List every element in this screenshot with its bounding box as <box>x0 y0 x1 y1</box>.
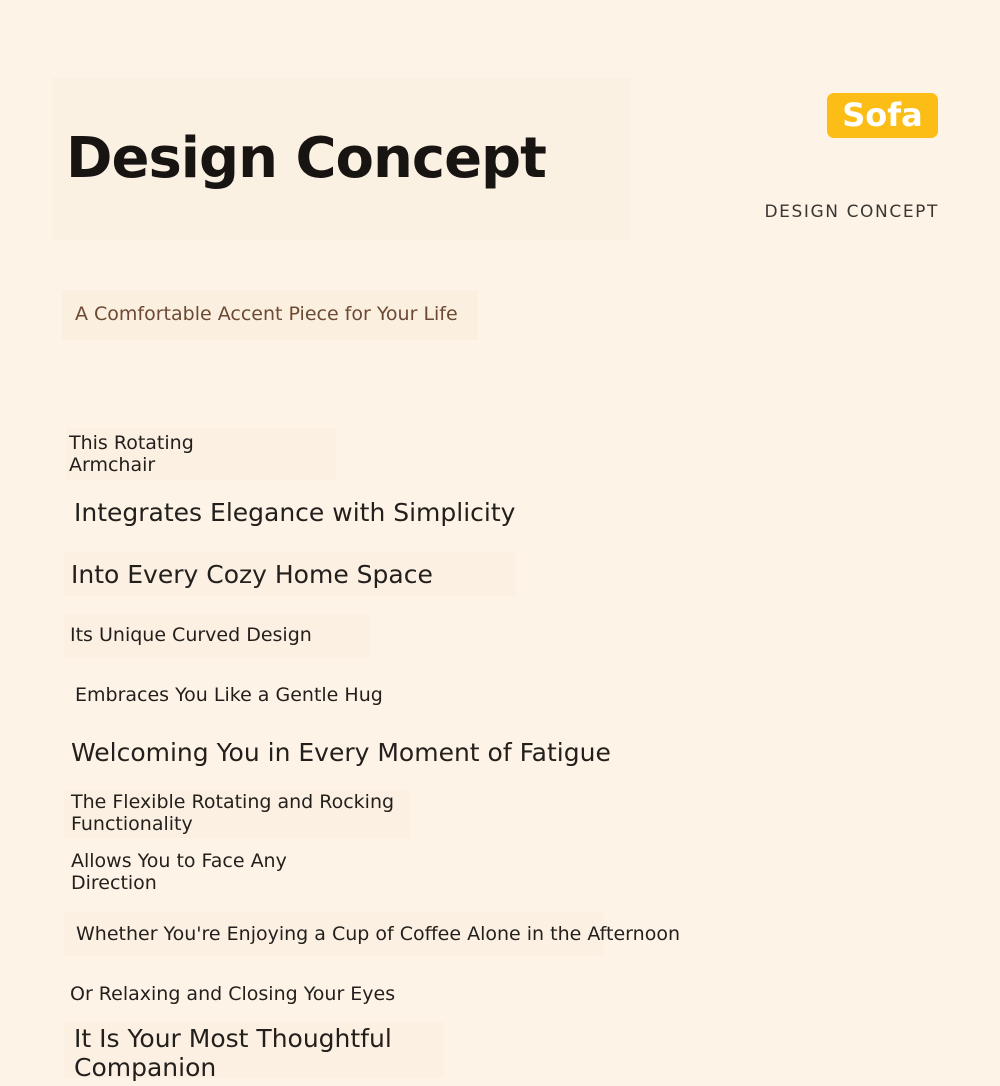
body-line: Into Every Cozy Home Space <box>71 560 433 589</box>
body-line: Allows You to Face Any Direction <box>71 850 287 894</box>
body-line: Its Unique Curved Design <box>70 624 312 646</box>
page-subtitle: DESIGN CONCEPT <box>764 202 939 222</box>
body-line: This Rotating Armchair <box>69 432 194 476</box>
tagline: A Comfortable Accent Piece for Your Life <box>75 303 458 325</box>
body-line: Or Relaxing and Closing Your Eyes <box>70 983 396 1005</box>
body-line: Integrates Elegance with Simplicity <box>74 498 516 527</box>
body-line: It Is Your Most Thoughtful Companion <box>74 1024 392 1082</box>
body-line: The Flexible Rotating and Rocking Functionality <box>71 791 395 835</box>
body-line: Whether You're Enjoying a Cup of Coffee Alone in the Afternoon <box>76 923 680 945</box>
body-line: Welcoming You in Every Moment of Fatigue <box>71 738 611 767</box>
page-title: Design Concept <box>66 126 546 191</box>
body-line: Embraces You Like a Gentle Hug <box>75 684 383 706</box>
category-badge: Sofa <box>827 93 938 138</box>
